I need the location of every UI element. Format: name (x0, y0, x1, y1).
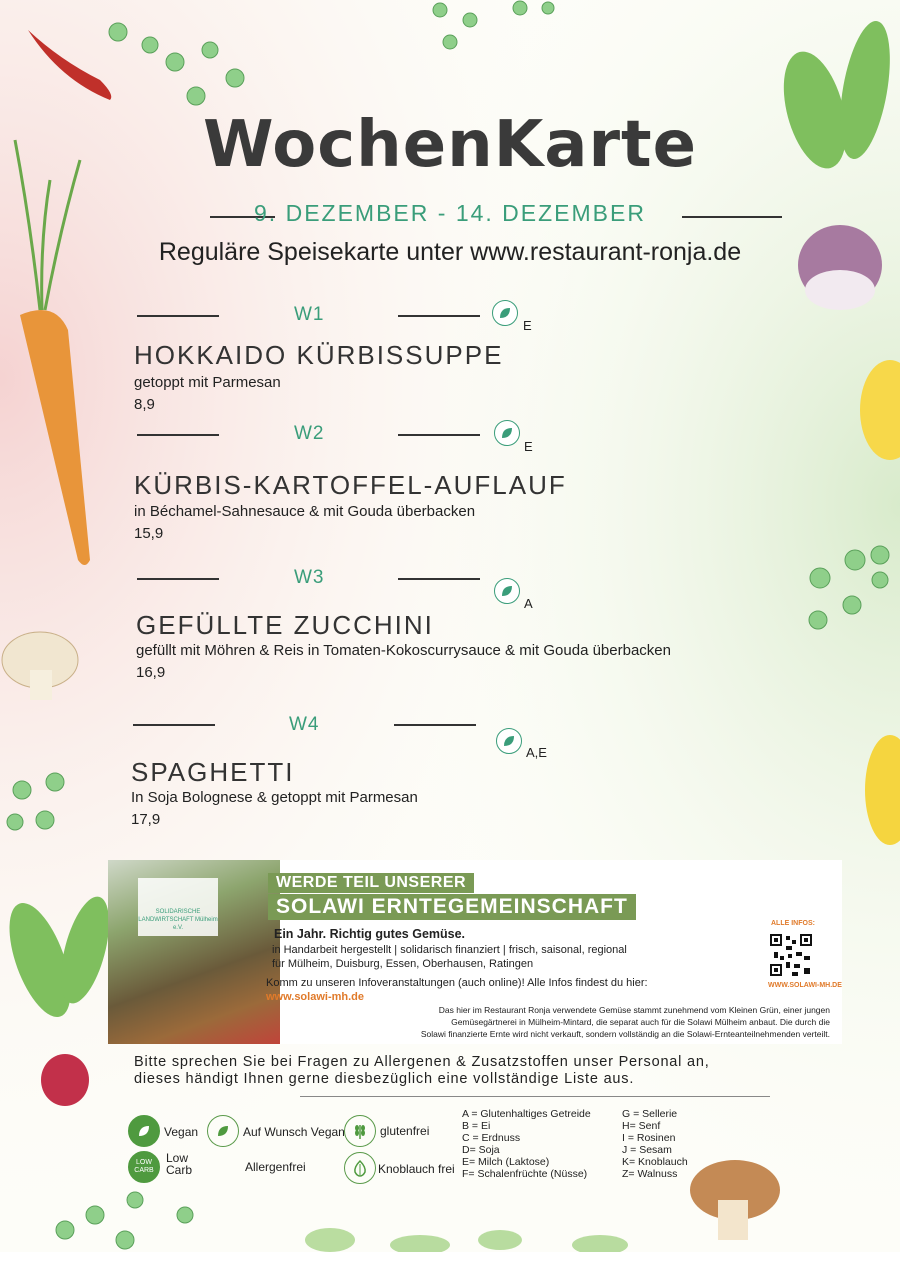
qr-code-icon (768, 932, 814, 978)
allergen-entry: F= Schalenfrüchte (Nüsse) (462, 1168, 588, 1180)
ad-line: für Mülheim, Duisburg, Essen, Oberhausen, Ratingen (272, 958, 534, 970)
allergen-entry: A = Glutenhaltiges Getreide (462, 1108, 591, 1120)
garlic-icon (344, 1152, 376, 1184)
allergen-entry: I = Rosinen (622, 1132, 676, 1144)
allergen-code: E (524, 439, 533, 454)
divider (394, 724, 476, 726)
vegan-icon (128, 1115, 160, 1147)
dish-price: 17,9 (131, 811, 161, 828)
dish-description: in Béchamel-Sahnesauce & mit Gouda überbacken (134, 503, 476, 520)
vegan-on-request-icon (207, 1115, 239, 1147)
divider (398, 578, 480, 580)
allergen-list-col1 (462, 1108, 591, 1180)
ad-top-label: WERDE TEIL UNSERER (268, 873, 474, 893)
divider (398, 434, 480, 436)
leaf-icon (494, 578, 520, 604)
allergen-entry: Z= Walnuss (622, 1168, 678, 1180)
wheat-icon (344, 1115, 376, 1147)
legend-label: Low Carb (166, 1151, 193, 1177)
legend-label: Allergenfrei (245, 1160, 306, 1174)
ad-infos-label: ALLE INFOS: (771, 920, 815, 927)
menu-code: W4 (289, 714, 320, 735)
ad-line: in Handarbeit hergestellt | solidarisch finanziert | frisch, saisonal, regional (272, 944, 627, 956)
divider (682, 216, 782, 218)
divider (398, 315, 480, 317)
allergen-entry: G = Sellerie (622, 1108, 678, 1120)
menu-code: W1 (294, 304, 325, 325)
divider (133, 724, 215, 726)
leaf-icon (496, 728, 522, 754)
allergen-entry: B = Ei (462, 1120, 491, 1132)
ad-note: Das hier im Restaurant Ronja verwendete Gemüse stammt zunehmend vom Kleinen Grün, einer jungen (438, 1005, 830, 1015)
allergen-entry: K= Knoblauch (622, 1156, 688, 1168)
dish-name: HOKKAIDO KÜRBISSUPPE (134, 340, 504, 370)
allergen-entry: E= Milch (Laktose) (462, 1156, 550, 1168)
low-carb-icon: LOW CARB (128, 1151, 160, 1183)
allergen-notice (134, 1054, 710, 1088)
dish-price: 16,9 (136, 664, 166, 681)
notice-line: Bitte sprechen Sie bei Fragen zu Allergenen & Zusatzstoffen unser Personal an, (134, 1054, 710, 1070)
subtitle: Reguläre Speisekarte unter www.restaurant-ronja.de (158, 238, 742, 266)
ad-url-link[interactable]: www.solawi-mh.de (266, 991, 364, 1003)
legend-label: Vegan (164, 1125, 199, 1139)
allergen-entry: C = Erdnuss (462, 1132, 521, 1144)
solawi-logo-badge: SOLIDARISCHE LANDWIRTSCHAFT Mülheim e.V. (138, 878, 218, 936)
dish-description: getoppt mit Parmesan (134, 374, 281, 391)
divider (300, 1096, 770, 1097)
legend-label: Knoblauch frei (378, 1162, 455, 1176)
legend-label: glutenfrei (380, 1124, 430, 1138)
allergen-list-col2 (622, 1108, 688, 1180)
page-title: WochenKarte (202, 108, 698, 182)
allergen-entry: H= Senf (622, 1120, 661, 1132)
divider (137, 434, 219, 436)
dish-name: SPAGHETTI (131, 757, 295, 787)
ad-note: Solawi finanzierte Ernte wird nicht verkauft, sondern vollständig an die Solawi-Ernteanteilnehmenden verteilt. (420, 1029, 830, 1039)
dish-price: 15,9 (134, 525, 164, 542)
dish-name: KÜRBIS-KARTOFFEL-AUFLAUF (134, 470, 567, 500)
leaf-icon (494, 420, 520, 446)
notice-line: dieses händigt Ihnen gerne diesbezüglich eine vollständige Liste aus. (134, 1071, 635, 1087)
ad-qr-url: WWW.SOLAWI-MH.DE (768, 982, 842, 989)
date-range: 9. DEZEMBER - 14. DEZEMBER (254, 200, 646, 226)
menu-code: W2 (294, 423, 325, 444)
allergen-code: E (523, 318, 532, 333)
allergen-code: A (524, 596, 533, 611)
allergen-entry: J = Sesam (622, 1144, 672, 1156)
legend-label: Auf Wunsch Vegan (243, 1125, 345, 1139)
allergen-code: A,E (526, 745, 547, 760)
divider (137, 578, 219, 580)
ad-tagline: Ein Jahr. Richtig gutes Gemüse. (274, 927, 466, 941)
ad-main-label: SOLAWI ERNTEGEMEINSCHAFT (268, 894, 636, 920)
ad-line: Komm zu unseren Infoveranstaltungen (auch online)! Alle Infos findest du hier: (266, 977, 648, 989)
dish-description: In Soja Bolognese & getoppt mit Parmesan (131, 789, 418, 806)
allergen-entry: D= Soja (462, 1144, 500, 1156)
menu-code: W3 (294, 567, 325, 588)
dish-name: GEFÜLLTE ZUCCHINI (136, 610, 434, 640)
leaf-icon (492, 300, 518, 326)
dish-description: gefüllt mit Möhren & Reis in Tomaten-Kokoscurrysauce & mit Gouda überbacken (136, 642, 671, 659)
divider (137, 315, 219, 317)
dish-price: 8,9 (134, 396, 155, 413)
ad-note: Gemüsegärtnerei in Mülheim-Mintard, die separat auch für die Solawi Mülheim anbaut. Die durch die (451, 1017, 830, 1027)
